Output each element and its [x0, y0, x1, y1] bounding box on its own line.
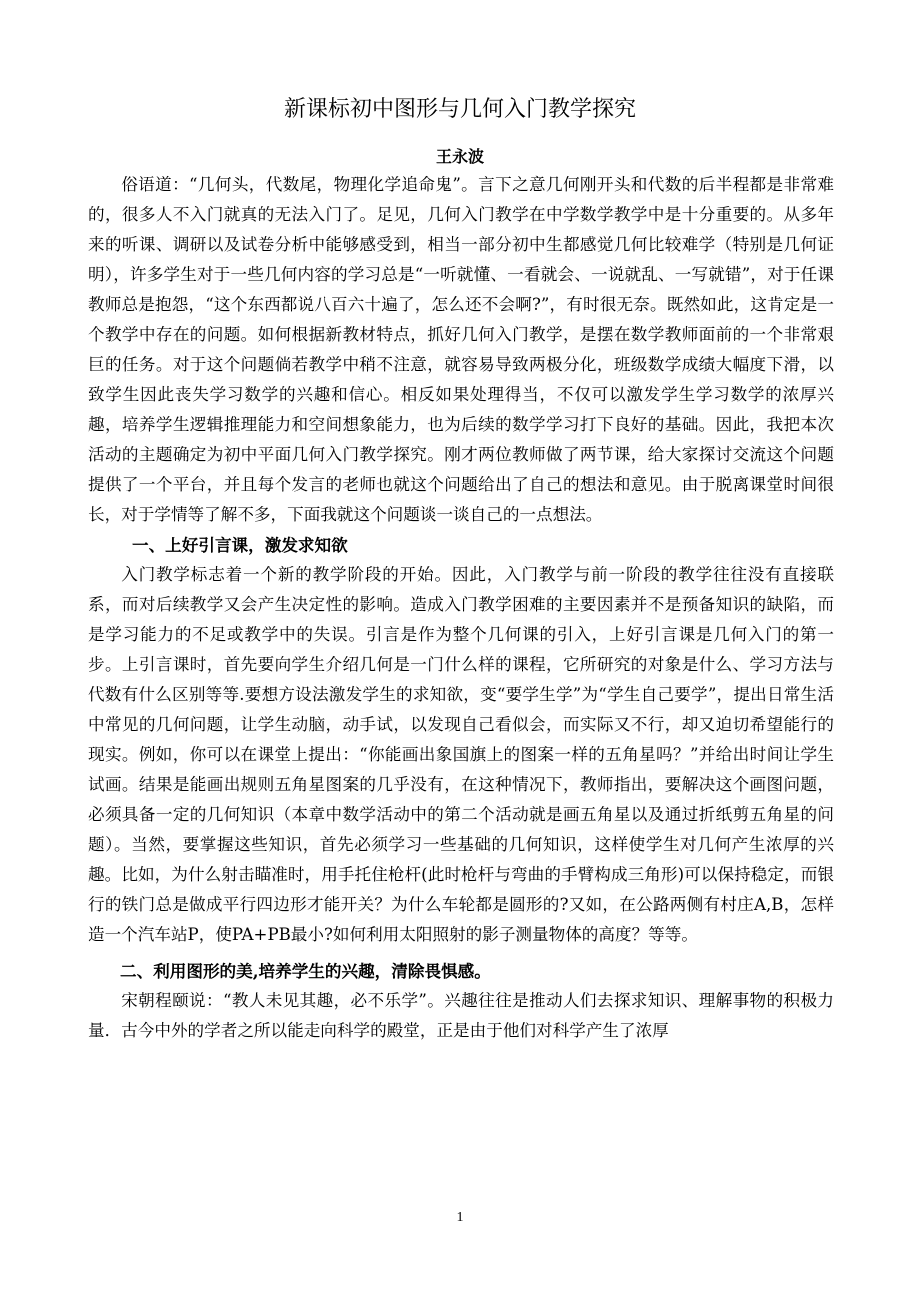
- document-body: [88, 170, 834, 1046]
- section-heading-1: 一、上好引言课，激发求知欲: [132, 535, 348, 555]
- page-number: 1: [456, 1210, 464, 1225]
- section-heading-2: 二、利用图形的美,培养学生的兴趣，清除畏惧感。: [120, 961, 491, 981]
- intro-paragraph: 俗语道：“几何头，代数尾，物理化学追命鬼”。言下之意几何刚开头和代数的后半程都是非常难的，很多人不入门就真的无法入门了。足见，几何入门教学在中学数学教学中是十分重要的。从多年来的听课、调研以及试卷分析中能够感受到，相当一部分初中生都感觉几何比较难学（特别是几何证明），许多学生对于一些几何内容的学习总是“一听就懂、一看就会、一说就乱、一写就错”，对于任课教师总是抱怨，“这个东西都说八百六十遍了，怎么还不会啊?”，有时很无奈。既然如此，这肯定是一个教学中存在的问题。如何根据新教材特点，抓好几何入门教学，是摆在数学教师面前的一个非常艰巨的任务。对于这个问题倘若教学中稍不注意，就容易导致两极分化，班级数学成绩大幅度下滑，以致学生因此丧失学习数学的兴趣和信心。相反如果处理得当，不仅可以激发学生学习数学的浓厚兴趣，培养学生逻辑推理能力和空间想象能力，也为后续的数学学习打下良好的基础。因此，我把本次活动的主题确定为初中平面几何入门教学探究。刚才两位教师做了两节课，给大家探讨交流这个问题提供了一个平台，并且每个发言的老师也就这个问题给出了自己的想法和意见。由于脱离课堂时间很长，对于学情等了解不多，下面我就这个问题谈一谈自己的一点想法。: [88, 175, 834, 524]
- document-title: 新课标初中图形与几何入门教学探究: [283, 97, 636, 122]
- section-paragraph-1: 入门教学标志着一个新的教学阶段的开始。因此，入门教学与前一阶段的教学往往没有直接联系，而对后续教学又会产生决定性的影响。造成入门教学困难的主要因素并不是预备知识的缺陷，而是学习能力的不足或教学中的失误。引言是作为整个几何课的引入，上好引言课是几何入门的第一步。上引言课时，首先要向学生介绍几何是一门什么样的课程，它所研究的对象是什么、学习方法与代数有什么区别等等.要想方设法激发学生的求知欲，变“要学生学”为“学生自己要学”，提出日常生活中常见的几何问题，让学生动脑，动手试，以发现自己看似会，而实际又不行，却又迫切希望能行的现实。例如，你可以在课堂上提出：“你能画出象国旗上的图案一样的五角星吗？”并给出时间让学生试画。结果是能画出规则五角星图案的几乎没有，在这种情况下，教师指出，要解决这个画图问题，必须具备一定的几何知识（本章中数学活动中的第二个活动就是画五角星以及通过折纸剪五角星的问题）。当然，要掌握这些知识，首先必须学习一些基础的几何知识，这样使学生对几何产生浓厚的兴趣。比如，为什么射击瞄准时，用手托住枪杆(此时枪杆与弯曲的手臂构成三角形)可以保持稳定，而银行的铁门总是做成平行四边形才能开关？为什么车轮都是圆形的?又如，在公路两侧有村庄A,B，怎样造一个汽车站P，使PA+PB最小?如何利用太阳照射的影子测量物体的高度？等等。: [88, 565, 834, 944]
- document-author: 王永波: [435, 147, 484, 166]
- section-paragraph-2: 宋朝程颐说：“教人未见其趣，必不乐学”。兴趣往往是推动人们去探求知识、理解事物的积极力量．古今中外的学者之所以能走向科学的殿堂，正是由于他们对科学产生了浓厚: [88, 991, 834, 1040]
